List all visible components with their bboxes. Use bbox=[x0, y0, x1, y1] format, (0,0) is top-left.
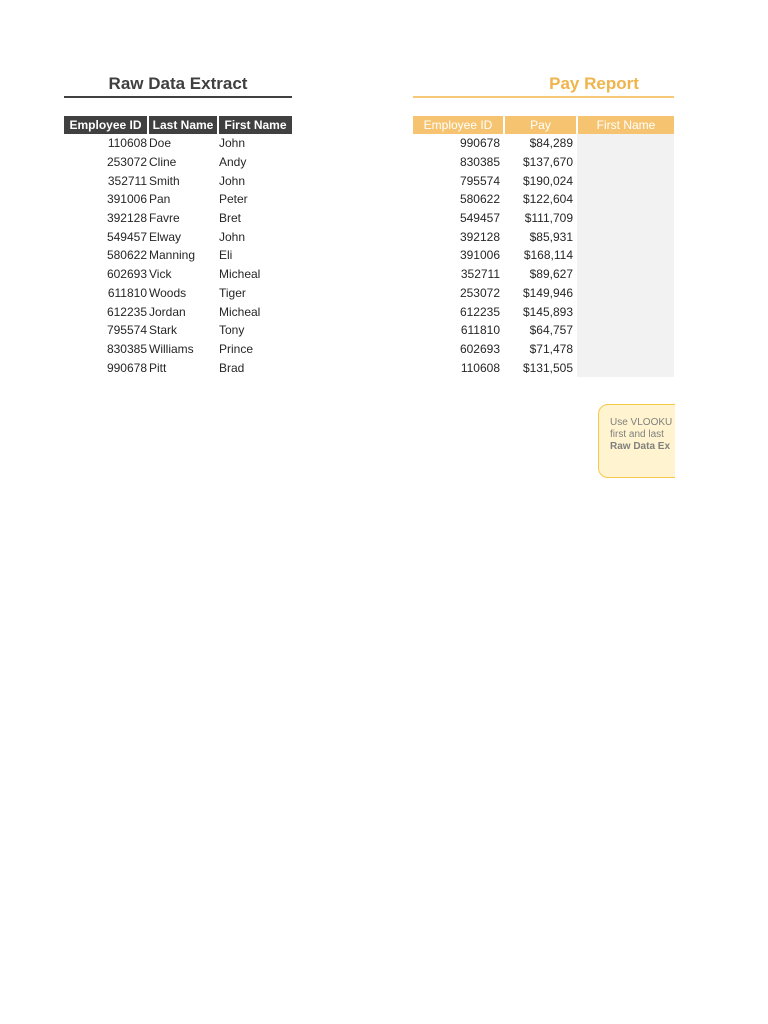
raw-cell-employee-id[interactable]: 830385 bbox=[106, 341, 147, 356]
pay-cell-first-name[interactable] bbox=[577, 227, 674, 246]
raw-row bbox=[64, 190, 292, 209]
raw-row bbox=[64, 321, 292, 340]
raw-data-title: Raw Data Extract bbox=[108, 74, 248, 93]
raw-cell-first-name[interactable]: Bret bbox=[219, 211, 242, 226]
raw-row bbox=[64, 265, 292, 284]
pay-row bbox=[413, 265, 674, 284]
raw-cell-last-name[interactable]: Elway bbox=[149, 229, 182, 244]
pay-row bbox=[413, 302, 674, 321]
pay-row bbox=[413, 340, 674, 359]
pay-row bbox=[413, 209, 674, 228]
pay-cell-pay[interactable]: $131,505 bbox=[522, 360, 573, 375]
pay-row bbox=[413, 153, 674, 172]
raw-cell-first-name[interactable]: Micheal bbox=[219, 304, 261, 319]
pay-header-employee-id[interactable]: Employee ID bbox=[413, 116, 504, 134]
pay-cell-employee-id[interactable]: 795574 bbox=[459, 173, 500, 188]
raw-cell-first-name[interactable]: John bbox=[219, 136, 246, 151]
raw-cell-first-name[interactable]: Micheal bbox=[219, 267, 261, 282]
pay-cell-employee-id[interactable]: 253072 bbox=[459, 285, 500, 300]
note-line-3: Raw Data Ex bbox=[610, 441, 671, 452]
raw-row bbox=[64, 302, 292, 321]
pay-cell-employee-id[interactable]: 549457 bbox=[459, 211, 500, 226]
raw-row bbox=[64, 340, 292, 359]
raw-header-row bbox=[64, 116, 292, 134]
pay-cell-first-name[interactable] bbox=[577, 302, 674, 321]
raw-cell-first-name[interactable]: Tony bbox=[219, 323, 245, 338]
note-line-2: first and last bbox=[610, 429, 664, 440]
pay-cell-employee-id[interactable]: 352711 bbox=[460, 267, 500, 282]
pay-cell-first-name[interactable] bbox=[577, 209, 674, 228]
raw-cell-employee-id[interactable]: 602693 bbox=[106, 267, 147, 282]
pay-cell-first-name[interactable] bbox=[577, 265, 674, 284]
pay-cell-pay[interactable]: $71,478 bbox=[529, 341, 573, 356]
raw-cell-employee-id[interactable]: 253072 bbox=[106, 155, 147, 170]
raw-cell-employee-id[interactable]: 580622 bbox=[106, 248, 147, 263]
pay-cell-pay[interactable]: $149,946 bbox=[522, 285, 573, 300]
pay-cell-first-name[interactable] bbox=[577, 284, 674, 303]
pay-cell-pay[interactable]: $137,670 bbox=[522, 155, 573, 170]
raw-cell-employee-id[interactable]: 391006 bbox=[106, 192, 147, 207]
raw-cell-employee-id[interactable]: 110608 bbox=[107, 136, 147, 151]
pay-cell-employee-id[interactable]: 612235 bbox=[459, 304, 500, 319]
raw-row bbox=[64, 284, 292, 303]
pay-cell-employee-id[interactable]: 611810 bbox=[460, 323, 500, 338]
raw-cell-last-name[interactable]: Jordan bbox=[149, 304, 186, 319]
raw-cell-employee-id[interactable]: 990678 bbox=[106, 360, 147, 375]
pay-cell-first-name[interactable] bbox=[577, 358, 674, 377]
raw-cell-last-name[interactable]: Favre bbox=[149, 211, 180, 226]
raw-cell-last-name[interactable]: Pitt bbox=[149, 360, 167, 375]
raw-cell-employee-id[interactable]: 549457 bbox=[106, 229, 147, 244]
pay-cell-pay[interactable]: $64,757 bbox=[529, 323, 573, 338]
raw-row bbox=[64, 227, 292, 246]
pay-cell-first-name[interactable] bbox=[577, 190, 674, 209]
raw-cell-last-name[interactable]: Doe bbox=[149, 136, 172, 151]
pay-cell-employee-id[interactable]: 990678 bbox=[459, 136, 500, 151]
raw-data-table bbox=[64, 116, 292, 377]
pay-cell-pay[interactable]: $122,604 bbox=[522, 192, 573, 207]
pay-row bbox=[413, 227, 674, 246]
pay-cell-employee-id[interactable]: 602693 bbox=[459, 341, 500, 356]
pay-cell-first-name[interactable] bbox=[577, 340, 674, 359]
pay-row bbox=[413, 358, 674, 377]
pay-cell-first-name[interactable] bbox=[577, 246, 674, 265]
pay-report-title: Pay Report bbox=[549, 74, 639, 93]
pay-cell-employee-id[interactable]: 110608 bbox=[460, 360, 500, 375]
raw-cell-first-name[interactable]: John bbox=[219, 173, 246, 188]
pay-cell-pay[interactable]: $84,289 bbox=[529, 136, 573, 151]
raw-cell-employee-id[interactable]: 392128 bbox=[106, 211, 147, 226]
note-line-1: Use VLOOKU bbox=[610, 417, 673, 428]
raw-cell-last-name[interactable]: Vick bbox=[149, 267, 172, 282]
pay-cell-first-name[interactable] bbox=[577, 134, 674, 153]
raw-cell-employee-id[interactable]: 611810 bbox=[107, 285, 147, 300]
raw-cell-first-name[interactable]: John bbox=[219, 229, 246, 244]
pay-cell-employee-id[interactable]: 392128 bbox=[459, 229, 500, 244]
pay-row bbox=[413, 246, 674, 265]
raw-cell-last-name[interactable]: Manning bbox=[149, 248, 196, 263]
raw-header-last-name[interactable]: Last Name bbox=[148, 116, 218, 134]
raw-cell-last-name[interactable]: Pan bbox=[149, 192, 171, 207]
pay-cell-pay[interactable]: $85,931 bbox=[529, 229, 573, 244]
pay-row bbox=[413, 321, 674, 340]
raw-cell-first-name[interactable]: Eli bbox=[219, 248, 233, 263]
pay-header-first-name[interactable]: First Name bbox=[577, 116, 674, 134]
raw-cell-first-name[interactable]: Tiger bbox=[219, 285, 246, 300]
pay-cell-pay[interactable]: $111,709 bbox=[524, 211, 573, 226]
raw-row bbox=[64, 134, 292, 153]
pay-cell-first-name[interactable] bbox=[577, 321, 674, 340]
pay-cell-first-name[interactable] bbox=[577, 171, 674, 190]
pay-cell-pay[interactable]: $190,024 bbox=[522, 173, 573, 188]
pay-report-table bbox=[413, 116, 674, 377]
raw-row bbox=[64, 246, 292, 265]
pay-row bbox=[413, 171, 674, 190]
raw-cell-last-name[interactable]: Smith bbox=[149, 173, 180, 188]
raw-header-employee-id[interactable]: Employee ID bbox=[64, 116, 148, 134]
raw-cell-employee-id[interactable]: 795574 bbox=[106, 323, 147, 338]
pay-row bbox=[413, 134, 674, 153]
pay-cell-first-name[interactable] bbox=[577, 153, 674, 172]
pay-cell-pay[interactable]: $168,114 bbox=[523, 248, 573, 263]
raw-cell-last-name[interactable]: Williams bbox=[149, 341, 194, 356]
pay-row bbox=[413, 190, 674, 209]
raw-cell-last-name[interactable]: Cline bbox=[149, 155, 177, 170]
raw-data-title-underline bbox=[64, 96, 292, 98]
raw-header-first-name[interactable]: First Name bbox=[218, 116, 292, 134]
pay-cell-pay[interactable]: $89,627 bbox=[529, 267, 573, 282]
pay-header-pay[interactable]: Pay bbox=[504, 116, 577, 134]
pay-cell-employee-id[interactable]: 580622 bbox=[459, 192, 500, 207]
pay-row bbox=[413, 284, 674, 303]
raw-cell-first-name[interactable]: Peter bbox=[219, 192, 248, 207]
raw-cell-first-name[interactable]: Prince bbox=[219, 341, 254, 356]
page-edge-clip bbox=[675, 390, 768, 490]
raw-cell-employee-id[interactable]: 352711 bbox=[107, 173, 147, 188]
raw-row bbox=[64, 358, 292, 377]
raw-row bbox=[64, 209, 292, 228]
pay-cell-pay[interactable]: $145,893 bbox=[522, 304, 573, 319]
raw-row bbox=[64, 153, 292, 172]
raw-cell-employee-id[interactable]: 612235 bbox=[106, 304, 147, 319]
pay-cell-employee-id[interactable]: 391006 bbox=[459, 248, 500, 263]
pay-cell-employee-id[interactable]: 830385 bbox=[459, 155, 500, 170]
pay-header-row bbox=[413, 116, 674, 134]
raw-row bbox=[64, 171, 292, 190]
pay-report-title-underline bbox=[413, 96, 674, 98]
raw-cell-last-name[interactable]: Woods bbox=[149, 285, 187, 300]
raw-cell-last-name[interactable]: Stark bbox=[149, 323, 178, 338]
raw-cell-first-name[interactable]: Andy bbox=[219, 155, 247, 170]
raw-cell-first-name[interactable]: Brad bbox=[219, 360, 245, 375]
